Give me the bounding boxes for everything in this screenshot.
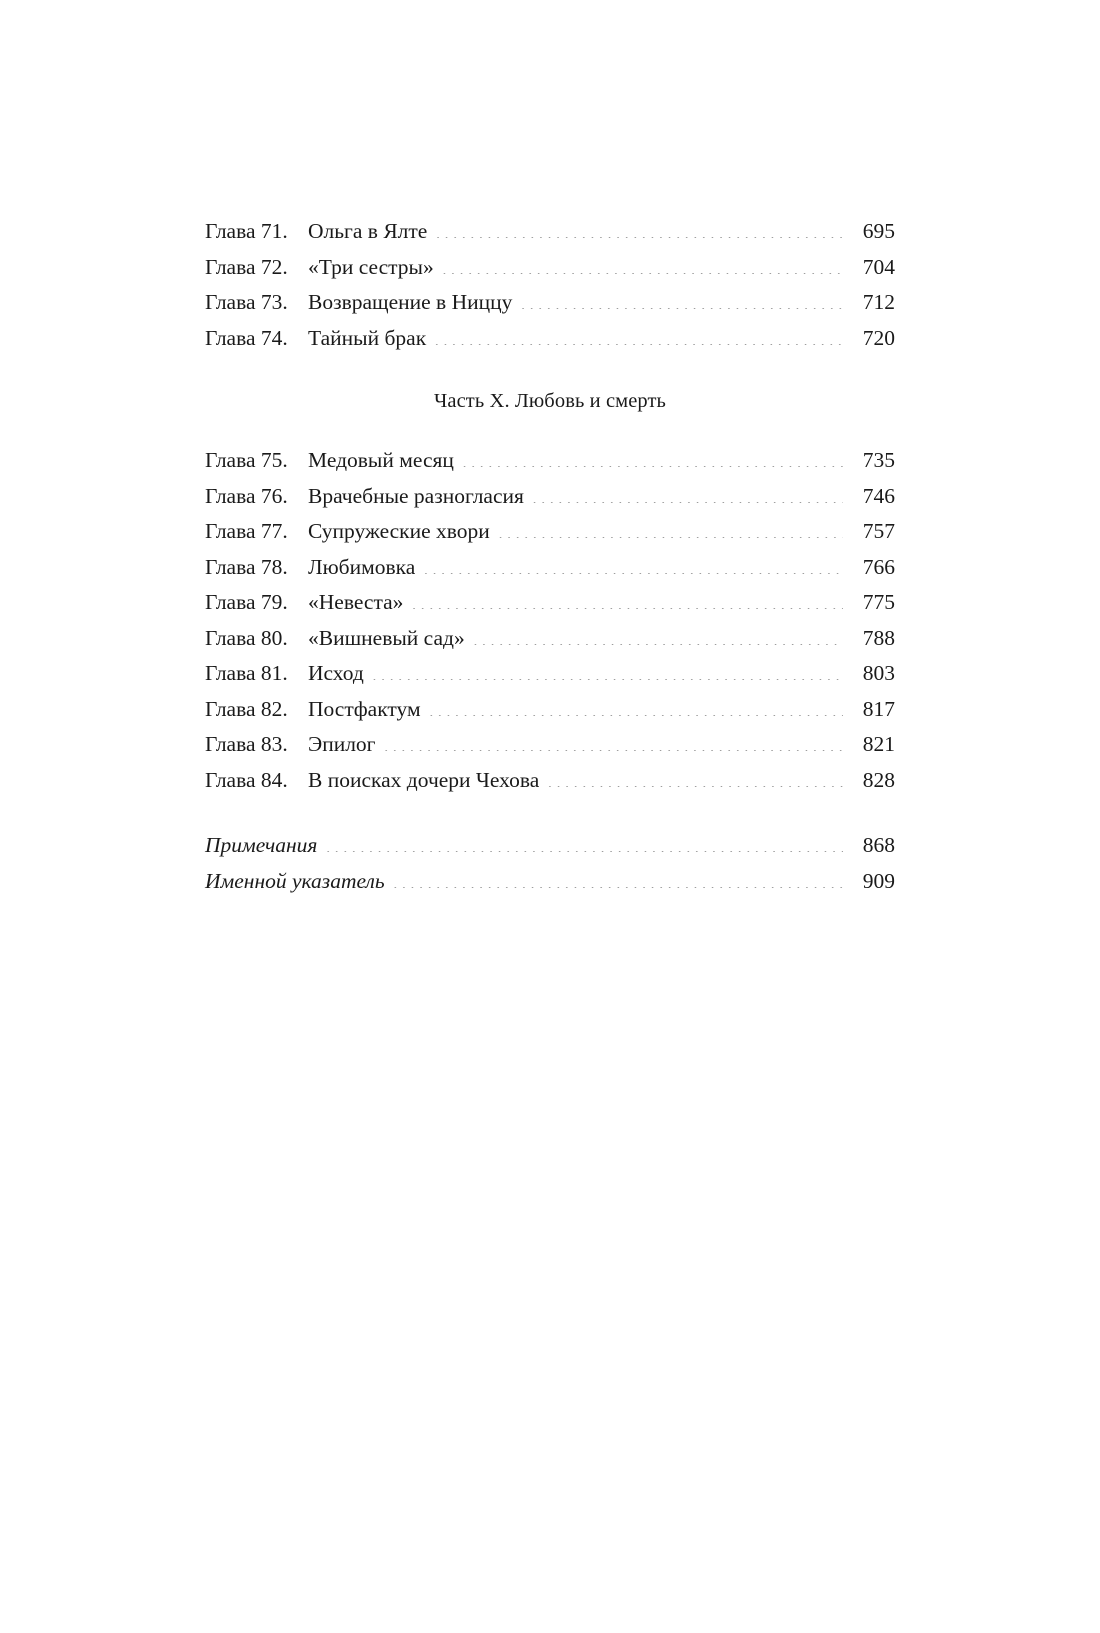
toc-page-number: 803 (862, 661, 895, 685)
toc-entry[interactable] (205, 585, 895, 621)
toc-group-part-x (205, 443, 895, 798)
toc-page-number: 909 (862, 868, 895, 893)
toc-entry-label (205, 443, 454, 479)
toc-leader-dots (462, 446, 843, 468)
toc-entry-label (205, 692, 421, 728)
toc-chapter-number: Глава 83. (205, 732, 288, 756)
toc-chapter-title: Тайный брак (308, 325, 427, 350)
toc-entry[interactable] (205, 514, 895, 550)
toc-entry-notes[interactable] (205, 828, 895, 864)
toc-leader-dots (325, 831, 843, 853)
toc-page-number: 746 (862, 483, 895, 508)
toc-chapter-title: Возвращение в Ниццу (308, 290, 513, 314)
toc-chapter-number: Глава 82. (205, 696, 288, 721)
toc-page-number: 775 (862, 590, 895, 614)
toc-entry[interactable] (205, 550, 895, 586)
toc-leader-dots (429, 694, 843, 716)
toc-entry[interactable] (205, 443, 895, 479)
toc-entry-label (205, 656, 364, 692)
toc-page-number: 828 (862, 767, 895, 792)
toc-entry-label (205, 550, 415, 586)
toc-chapter-title: Именной указатель (205, 868, 385, 893)
toc-entry[interactable] (205, 285, 895, 321)
toc-leader-dots (411, 588, 843, 610)
toc-page-number: 817 (862, 696, 895, 721)
toc-entry[interactable] (205, 621, 895, 657)
toc-entry[interactable] (205, 763, 895, 799)
toc-chapter-title: Исход (308, 661, 364, 685)
toc-entry[interactable] (205, 479, 895, 515)
toc-chapter-number: Глава 76. (205, 483, 288, 508)
toc-chapter-title: «Три сестры» (308, 254, 434, 279)
toc-group-back-matter (205, 828, 895, 899)
toc-leader-dots (532, 481, 843, 503)
toc-leader-dots (384, 730, 843, 752)
table-of-contents (205, 214, 895, 899)
toc-group-previous-part (205, 214, 895, 356)
toc-entry-label (205, 828, 317, 864)
toc-page-number: 704 (862, 254, 895, 279)
toc-entry[interactable] (205, 214, 895, 250)
toc-entry-label (205, 864, 385, 900)
toc-entry[interactable] (205, 656, 895, 692)
toc-page-number: 695 (862, 219, 895, 243)
toc-chapter-title: Супружеские хвори (308, 519, 490, 543)
toc-chapter-title: В поисках дочери Чехова (308, 767, 540, 792)
toc-page-number: 868 (862, 833, 895, 857)
toc-chapter-title: Постфактум (308, 696, 421, 721)
toc-leader-dots (442, 252, 843, 274)
toc-chapter-number: Глава 71. (205, 219, 288, 243)
toc-page-number: 735 (862, 448, 895, 472)
part-heading: Часть X. Любовь и смерть (433, 390, 666, 412)
toc-entry-label (205, 514, 490, 550)
toc-chapter-number: Глава 73. (205, 290, 288, 314)
toc-leader-dots (498, 517, 843, 539)
toc-leader-dots (435, 217, 843, 239)
toc-entry-label (205, 479, 524, 515)
toc-page-number: 712 (862, 290, 895, 314)
toc-leader-dots (473, 623, 843, 645)
toc-chapter-number: Глава 78. (205, 554, 288, 579)
toc-chapter-title: «Вишневый сад» (308, 625, 465, 650)
toc-chapter-title: Врачебные разногласия (308, 483, 524, 508)
toc-chapter-number: Глава 75. (205, 448, 288, 472)
toc-entry-label (205, 585, 403, 621)
toc-chapter-title: Любимовка (308, 554, 416, 579)
toc-chapter-number: Глава 74. (205, 325, 288, 350)
toc-leader-dots (372, 659, 843, 681)
toc-page-number: 720 (862, 325, 895, 350)
toc-entry-index[interactable] (205, 864, 895, 900)
toc-chapter-number: Глава 72. (205, 254, 288, 279)
toc-entry-label (205, 763, 539, 799)
toc-chapter-number: Глава 79. (205, 590, 288, 614)
toc-entry[interactable] (205, 692, 895, 728)
toc-entry[interactable] (205, 321, 895, 357)
toc-entry-label (205, 621, 465, 657)
toc-leader-dots (520, 288, 843, 310)
toc-chapter-number: Глава 81. (205, 661, 288, 685)
toc-page-number: 757 (862, 519, 895, 543)
toc-chapter-number: Глава 84. (205, 767, 288, 792)
toc-leader-dots (547, 765, 843, 787)
toc-page-number: 821 (862, 732, 895, 756)
toc-entry-label (205, 285, 512, 321)
toc-chapter-title: Ольга в Ялте (308, 219, 428, 243)
toc-chapter-title: Примечания (205, 833, 318, 857)
toc-chapter-number: Глава 80. (205, 625, 288, 650)
toc-leader-dots (423, 552, 843, 574)
toc-entry-label (205, 321, 426, 357)
toc-page-number: 788 (862, 625, 895, 650)
toc-leader-dots (434, 323, 843, 345)
toc-entry-label (205, 727, 376, 763)
toc-chapter-title: Медовый месяц (308, 448, 454, 472)
toc-page-number: 766 (862, 554, 895, 579)
toc-entry-label (205, 214, 427, 250)
toc-chapter-title: Эпилог (308, 732, 376, 756)
toc-entry[interactable] (205, 727, 895, 763)
toc-chapter-number: Глава 77. (205, 519, 288, 543)
toc-entry[interactable] (205, 250, 895, 286)
toc-chapter-title: «Невеста» (308, 590, 404, 614)
toc-leader-dots (393, 866, 843, 888)
toc-entry-label (205, 250, 434, 286)
